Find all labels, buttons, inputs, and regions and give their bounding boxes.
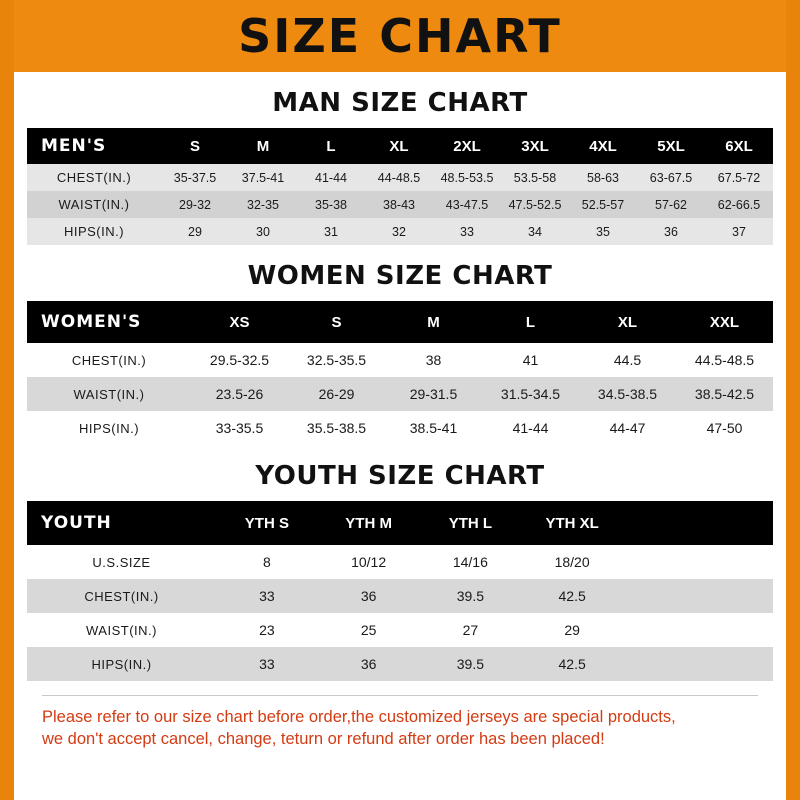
column-header: WOMEN'S	[27, 301, 191, 343]
row-label: WAIST(IN.)	[27, 377, 191, 411]
table-row	[27, 647, 773, 681]
cell: 38-43	[365, 191, 433, 218]
table-row	[27, 377, 773, 411]
cell: 29-31.5	[385, 377, 482, 411]
page-header	[14, 0, 786, 72]
row-label: U.S.SIZE	[27, 545, 216, 579]
column-header: XL	[579, 301, 676, 343]
cell: 33	[216, 647, 318, 681]
footer-note-line-2: we don't accept cancel, change, teturn or refund after order has been placed!	[42, 730, 605, 749]
cell: 62-66.5	[705, 191, 773, 218]
table-row	[27, 613, 773, 647]
cell: 38.5-41	[385, 411, 482, 445]
footer-note	[42, 695, 758, 751]
row-label: HIPS(IN.)	[27, 411, 191, 445]
cell: 14/16	[420, 545, 522, 579]
cell: 10/12	[318, 545, 420, 579]
page-title: SIZE CHART	[238, 9, 562, 63]
cell: 44.5	[579, 343, 676, 377]
column-header: YOUTH	[27, 501, 216, 545]
table-row	[27, 191, 773, 218]
cell: 31	[297, 218, 365, 245]
cell: 53.5-58	[501, 164, 569, 191]
column-header: XS	[191, 301, 288, 343]
column-header: L	[482, 301, 579, 343]
cell: 41	[482, 343, 579, 377]
cell: 44-47	[579, 411, 676, 445]
cell: 33	[433, 218, 501, 245]
column-header: YTH S	[216, 501, 318, 545]
cell: 48.5-53.5	[433, 164, 501, 191]
cell: 41-44	[297, 164, 365, 191]
cell: 67.5-72	[705, 164, 773, 191]
cell: 33-35.5	[191, 411, 288, 445]
cell: 36	[318, 579, 420, 613]
women-section-title: WOMEN SIZE CHART	[247, 261, 553, 291]
cell: 29	[521, 613, 623, 647]
row-label: HIPS(IN.)	[27, 647, 216, 681]
cell: 37	[705, 218, 773, 245]
cell: 18/20	[521, 545, 623, 579]
cell: 39.5	[420, 579, 522, 613]
row-label: WAIST(IN.)	[27, 613, 216, 647]
cell-spacer	[623, 579, 773, 613]
chart-content	[14, 88, 786, 751]
cell: 29-32	[161, 191, 229, 218]
cell: 23	[216, 613, 318, 647]
cell: 38.5-42.5	[676, 377, 773, 411]
column-header: S	[161, 128, 229, 164]
cell-spacer	[623, 647, 773, 681]
cell: 63-67.5	[637, 164, 705, 191]
cell: 47-50	[676, 411, 773, 445]
table-row	[27, 343, 773, 377]
cell: 37.5-41	[229, 164, 297, 191]
youth-section-title: YOUTH SIZE CHART	[255, 461, 545, 491]
cell: 29	[161, 218, 229, 245]
table-row	[27, 164, 773, 191]
table-header-row	[27, 301, 773, 343]
column-header: YTH XL	[521, 501, 623, 545]
cell: 35-38	[297, 191, 365, 218]
cell: 42.5	[521, 579, 623, 613]
cell: 39.5	[420, 647, 522, 681]
cell: 36	[318, 647, 420, 681]
cell: 57-62	[637, 191, 705, 218]
cell: 32.5-35.5	[288, 343, 385, 377]
cell: 32	[365, 218, 433, 245]
cell: 35.5-38.5	[288, 411, 385, 445]
cell: 41-44	[482, 411, 579, 445]
cell: 8	[216, 545, 318, 579]
cell: 35	[569, 218, 637, 245]
column-header: XL	[365, 128, 433, 164]
column-header: M	[385, 301, 482, 343]
cell: 47.5-52.5	[501, 191, 569, 218]
row-label: CHEST(IN.)	[27, 579, 216, 613]
cell: 44.5-48.5	[676, 343, 773, 377]
cell: 34.5-38.5	[579, 377, 676, 411]
column-header: XXL	[676, 301, 773, 343]
cell: 38	[385, 343, 482, 377]
table-header-row	[27, 128, 773, 164]
footer-note-line-1: Please refer to our size chart before order,the customized jerseys are special products,	[42, 708, 676, 726]
column-header: L	[297, 128, 365, 164]
cell: 44-48.5	[365, 164, 433, 191]
column-header-spacer	[623, 501, 773, 545]
cell: 36	[637, 218, 705, 245]
column-header: 5XL	[637, 128, 705, 164]
column-header: YTH M	[318, 501, 420, 545]
column-header: 3XL	[501, 128, 569, 164]
row-label: HIPS(IN.)	[27, 218, 161, 245]
cell: 43-47.5	[433, 191, 501, 218]
cell: 58-63	[569, 164, 637, 191]
cell: 27	[420, 613, 522, 647]
table-header-row	[27, 501, 773, 545]
column-header: S	[288, 301, 385, 343]
table-row	[27, 579, 773, 613]
cell: 29.5-32.5	[191, 343, 288, 377]
cell: 31.5-34.5	[482, 377, 579, 411]
row-label: WAIST(IN.)	[27, 191, 161, 218]
man-size-table	[27, 128, 773, 245]
cell: 30	[229, 218, 297, 245]
row-label: CHEST(IN.)	[27, 343, 191, 377]
cell: 33	[216, 579, 318, 613]
cell: 26-29	[288, 377, 385, 411]
cell: 23.5-26	[191, 377, 288, 411]
cell: 34	[501, 218, 569, 245]
youth-size-table	[27, 501, 773, 681]
column-header: M	[229, 128, 297, 164]
cell: 42.5	[521, 647, 623, 681]
row-label: CHEST(IN.)	[27, 164, 161, 191]
cell-spacer	[623, 613, 773, 647]
table-row	[27, 545, 773, 579]
column-header: 2XL	[433, 128, 501, 164]
column-header: YTH L	[420, 501, 522, 545]
cell: 35-37.5	[161, 164, 229, 191]
column-header: MEN'S	[27, 128, 161, 164]
cell-spacer	[623, 545, 773, 579]
column-header: 6XL	[705, 128, 773, 164]
table-row	[27, 411, 773, 445]
man-section-title: MAN SIZE CHART	[272, 88, 528, 118]
women-size-table	[27, 301, 773, 445]
table-row	[27, 218, 773, 245]
column-header: 4XL	[569, 128, 637, 164]
cell: 32-35	[229, 191, 297, 218]
cell: 25	[318, 613, 420, 647]
cell: 52.5-57	[569, 191, 637, 218]
